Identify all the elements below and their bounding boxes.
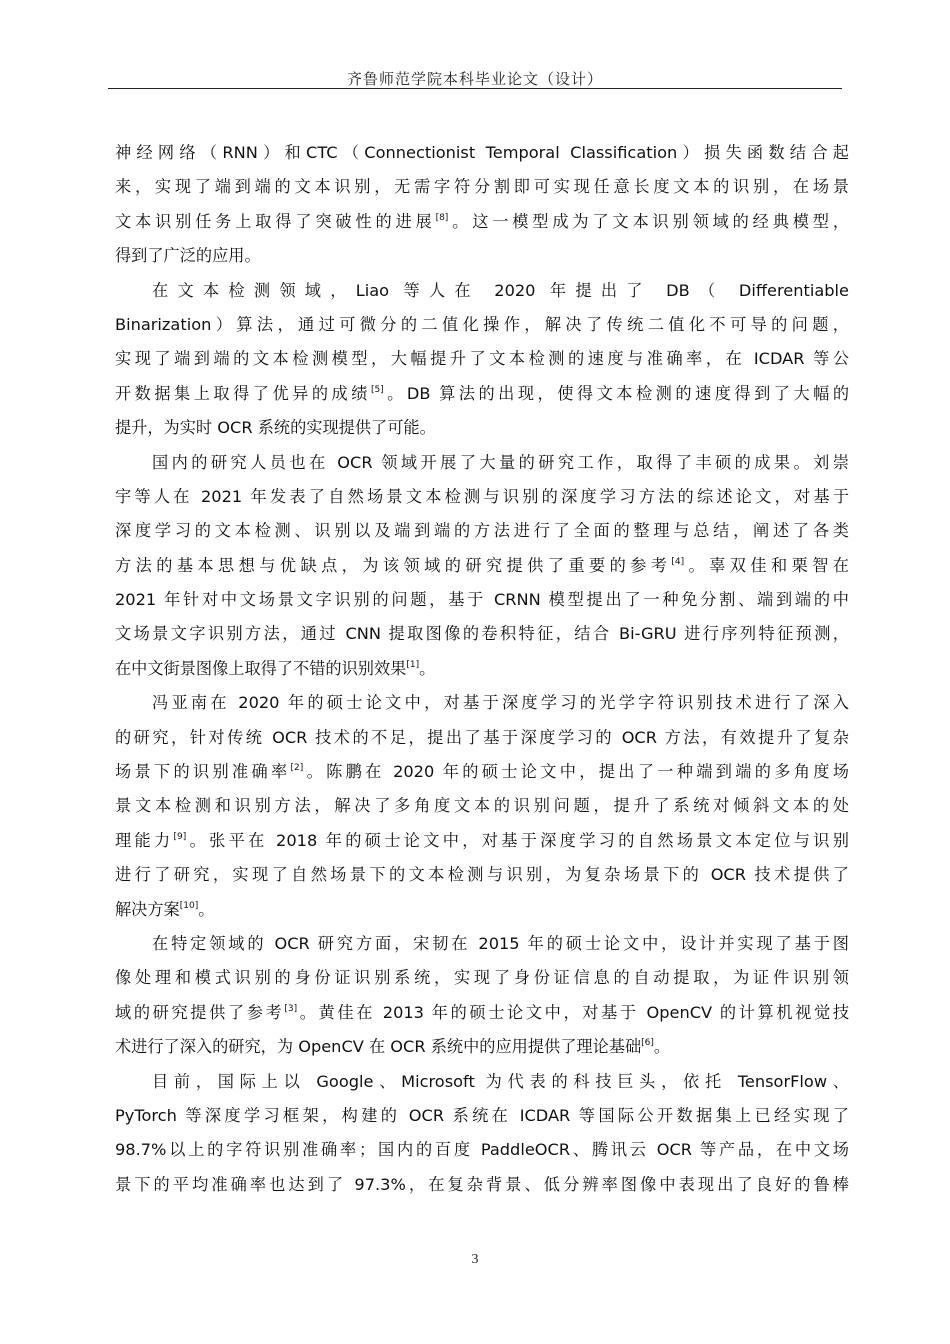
- text-line-29: PyTorch 等深度学习框架，构建的 OCR 系统在 ICDAR 等国际公开数据集上已经实现了: [115, 1105, 849, 1125]
- text-line-1: 神经网络（RNN）和CTC（Connectionist Temporal Classification）损失函数结合起: [115, 143, 849, 162]
- page-number: 3: [471, 1252, 479, 1267]
- text-line-21: 理能力[9]。张平在 2018 年的硕士论文中，对基于深度学习的自然场景文本定位与识别: [115, 830, 849, 850]
- text-line-17: 冯亚南在 2020 年的硕士论文中，对基于深度学习的光学字符识别技术进行了深入: [152, 693, 849, 713]
- citation-ref: [3]: [284, 1003, 298, 1014]
- text-line-18: 的研究，针对传统 OCR 技术的不足，提出了基于深度学习的 OCR 方法，有效提升了复杂: [115, 727, 849, 747]
- text-line-16: 在中文街景图像上取得了不错的识别效果[1]。: [115, 658, 436, 678]
- citation-ref: [10]: [179, 900, 199, 911]
- citation-ref: [5]: [370, 384, 384, 395]
- body-text: [115, 136, 849, 1202]
- text-line-14: 2021 年针对中文场景文字识别的问题，基于 CRNN 模型提出了一种免分割、端到端的中: [115, 590, 849, 610]
- text-line-27: 术进行了深入的研究，为 OpenCV 在 OCR 系统中的应用提供了理论基础[6]。: [115, 1037, 671, 1057]
- text-line-15: 文场景文字识别方法，通过 CNN 提取图像的卷积特征，结合 Bi-GRU 进行序列特征预测，: [115, 624, 849, 644]
- text-line-26: 域的研究提供了参考[3]。黄佳在 2013 年的硕士论文中，对基于 OpenCV 的计算机视觉技: [115, 1002, 849, 1022]
- citation-ref: [1]: [406, 659, 420, 670]
- text-line-10: 国内的研究人员也在 OCR 领域开展了大量的研究工作，取得了丰硕的成果。刘崇: [152, 452, 849, 472]
- text-line-6: Binarization）算法，通过可微分的二值化操作，解决了传统二值化不可导的问题，: [115, 314, 849, 334]
- text-line-19: 场景下的识别准确率[2]。陈鹏在 2020 年的硕士论文中，提出了一种端到端的多角度场: [115, 762, 849, 782]
- text-line-28: 目前，国际上以 Google、Microsoft 为代表的科技巨头，依托 TensorFlow、: [152, 1071, 849, 1091]
- text-line-20: 景文本检测和识别方法，解决了多角度文本的识别问题，提升了系统对倾斜文本的处: [115, 796, 849, 816]
- citation-ref: [4]: [671, 556, 685, 567]
- citation-ref: [6]: [641, 1038, 654, 1049]
- text-line-22: 进行了研究，实现了自然场景下的文本检测与识别，为复杂场景下的 OCR 技术提供了: [115, 865, 849, 885]
- text-line-24: 在特定领域的 OCR 研究方面，宋韧在 2015 年的硕士论文中，设计并实现了基于图: [152, 933, 849, 953]
- text-line-11: 宇等人在 2021 年发表了自然场景文本检测与识别的深度学习方法的综述论文，对基于: [115, 486, 849, 506]
- text-line-7: 实现了端到端的文本检测模型，大幅提升了文本检测的速度与准确率，在 ICDAR 等公: [115, 349, 849, 369]
- citation-ref: [8]: [435, 212, 449, 223]
- text-line-30: 98.7%以上的字符识别准确率；国内的百度 PaddleOCR、腾讯云 OCR 等产品，在中文场: [115, 1140, 849, 1160]
- text-line-13: 方法的基本思想与优缺点，为该领域的研究提供了重要的参考[4]。辜双佳和栗智在: [115, 555, 849, 575]
- citation-ref: [2]: [290, 763, 304, 774]
- text-line-23: 解决方案[10]。: [115, 899, 215, 919]
- header-rule: [108, 88, 842, 89]
- text-line-4: 得到了广泛的应用。: [115, 246, 261, 266]
- text-line-3: 文本识别任务上取得了突破性的进展[8]。这一模型成为了文本识别领域的经典模型，: [115, 211, 849, 231]
- citation-ref: [9]: [173, 831, 187, 842]
- text-line-12: 深度学习的文本检测、识别以及端到端的方法进行了全面的整理与总结，阐述了各类: [115, 521, 849, 541]
- text-line-5: 在文本检测领域，Liao 等人在 2020 年提出了 DB（ Differentiable: [152, 280, 849, 300]
- text-line-8: 开数据集上取得了优异的成绩[5]。DB 算法的出现，使得文本检测的速度得到了大幅的: [115, 383, 849, 403]
- text-line-25: 像处理和模式识别的身份证识别系统，实现了身份证信息的自动提取，为证件识别领: [115, 968, 849, 988]
- running-header: 齐鲁师范学院本科毕业论文（设计）: [346, 70, 603, 88]
- text-line-9: 提升，为实时 OCR 系统的实现提供了可能。: [115, 418, 436, 438]
- text-line-2: 来，实现了端到端的文本识别，无需字符分割即可实现任意长度文本的识别，在场景: [115, 177, 849, 197]
- text-line-31: 景下的平均准确率也达到了 97.3%，在复杂背景、低分辨率图像中表现出了良好的鲁棒: [115, 1174, 849, 1194]
